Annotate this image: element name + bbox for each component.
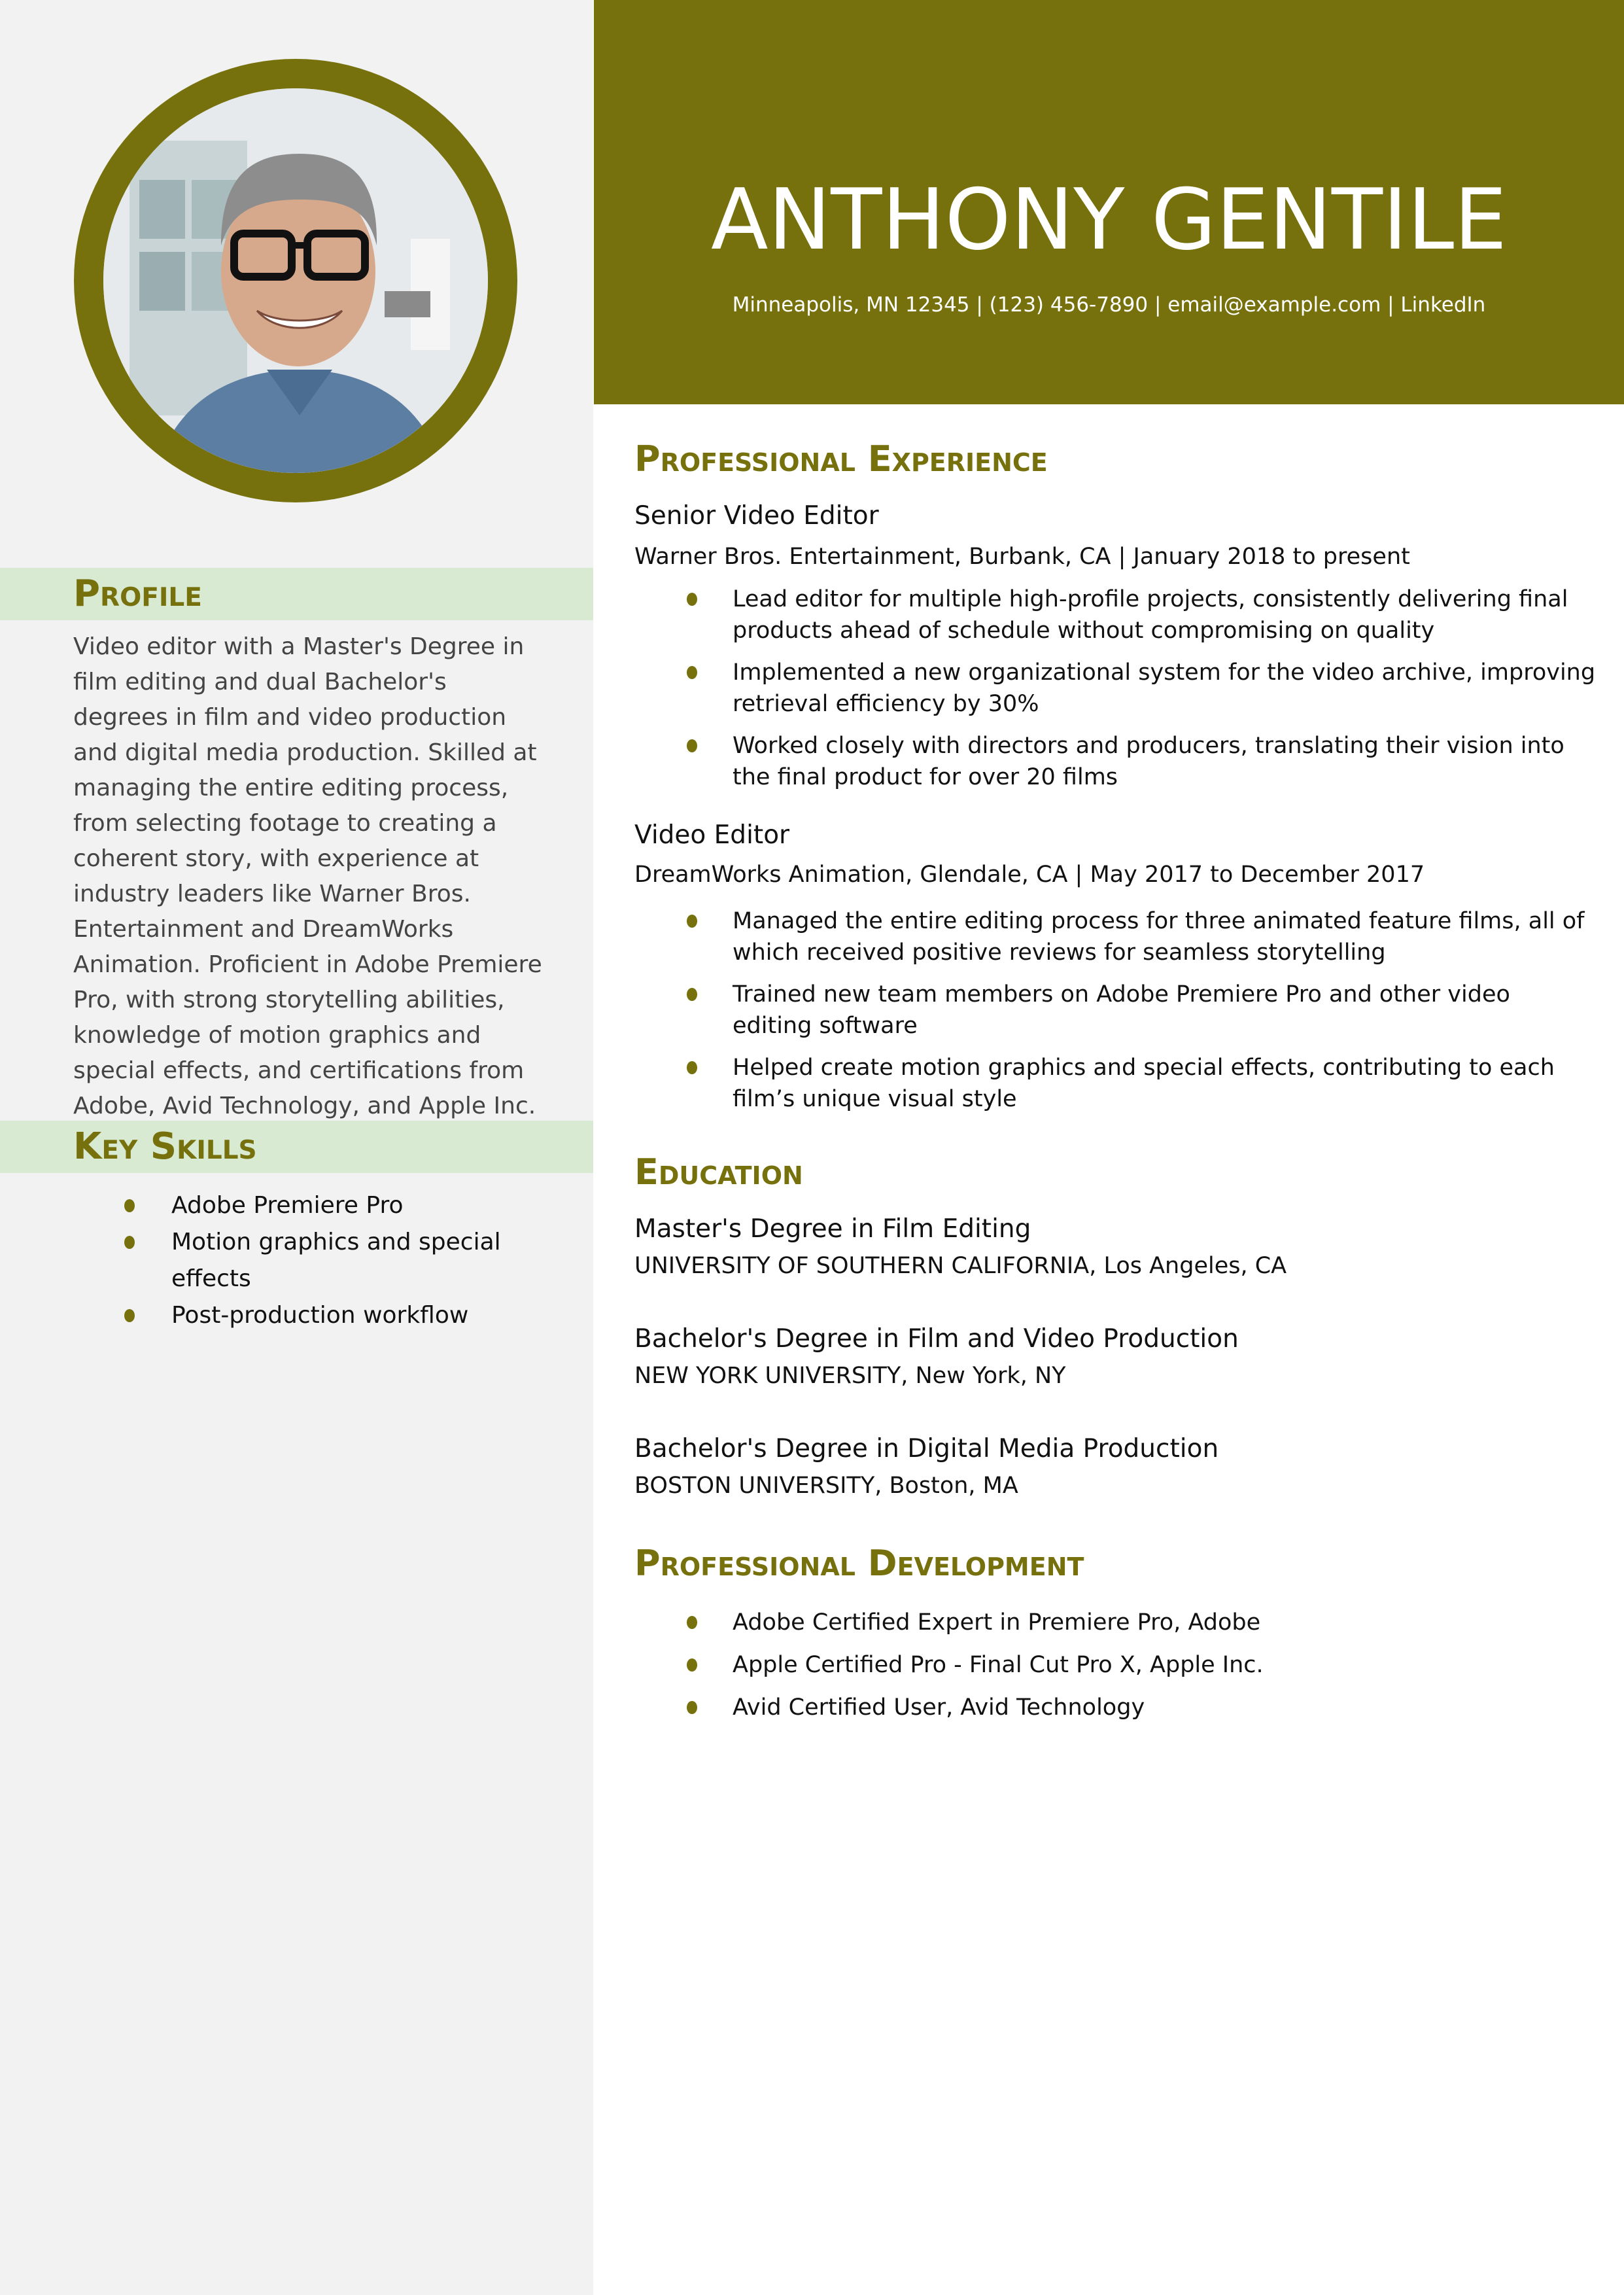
contact-line: Minneapolis, MN 12345 | (123) 456-7890 | email@example.com | LinkedIn <box>732 293 1486 317</box>
bullet-text: Implemented a new organizational system for the video archive, improving retrieval efficiency by 30% <box>733 659 1596 717</box>
skill-item <box>73 1187 583 1224</box>
bullet-icon <box>687 988 697 1001</box>
bullet-icon <box>124 1199 135 1212</box>
bullet-icon <box>687 666 697 679</box>
edu-school: NEW YORK UNIVERSITY, New York, NY <box>634 1363 1066 1389</box>
edu-school: UNIVERSITY OF SOUTHERN CALIFORNIA, Los Angeles, CA <box>634 1253 1287 1279</box>
profile-summary: Video editor with a Master's Degree in film editing and dual Bachelor's degrees in film and video production and digital media production. Skilled at managing the entire editing process, from selecting footage to creating a coherent story, with experience at industry leaders like Warner Bros. Entertainment and DreamWorks Animation. Proficient in Adobe Premiere Pro, with strong storytelling abilities, knowledge of motion graphics and special effects, and certifications from Adobe, Avid Technology, and Apple Inc. <box>73 633 542 1119</box>
edu-degree: Bachelor's Degree in Digital Media Production <box>634 1434 1219 1463</box>
development-text: Adobe Certified Expert in Premiere Pro, Adobe <box>733 1609 1261 1636</box>
development-item <box>634 1692 1596 1723</box>
job-bullet <box>634 584 1596 646</box>
job-bullet <box>634 1052 1596 1115</box>
development-text: Apple Certified Pro - Final Cut Pro X, Apple Inc. <box>733 1652 1264 1678</box>
job-bullet <box>634 905 1596 968</box>
job-bullet <box>634 657 1596 720</box>
job-bullets <box>634 584 1596 803</box>
job-title: Video Editor <box>634 820 790 850</box>
skill-label: Motion graphics and special effects <box>171 1229 501 1292</box>
edu-school: BOSTON UNIVERSITY, Boston, MA <box>634 1473 1018 1499</box>
job-title: Senior Video Editor <box>634 501 879 531</box>
job-bullets <box>634 905 1596 1125</box>
bullet-icon <box>124 1236 135 1249</box>
profile-section-header <box>0 568 593 620</box>
job-meta: DreamWorks Animation, Glendale, CA | May 2017 to December 2017 <box>634 862 1425 888</box>
bullet-text: Managed the entire editing process for three animated feature films, all of which received positive reviews for seamless storytelling <box>733 908 1585 966</box>
bullet-text: Worked closely with directors and producers, translating their vision into the final product for over 20 films <box>733 733 1564 790</box>
bullet-icon <box>687 739 697 752</box>
experience-title: Professional Experience <box>634 438 1048 480</box>
name-header <box>594 0 1624 404</box>
job-meta: Warner Bros. Entertainment, Burbank, CA | January 2018 to present <box>634 544 1410 570</box>
job-bullet <box>634 730 1596 793</box>
bullet-icon <box>124 1309 135 1322</box>
development-item <box>634 1649 1596 1681</box>
bullet-icon <box>687 1061 697 1074</box>
development-text: Avid Certified User, Avid Technology <box>733 1694 1145 1721</box>
skills-section-header <box>0 1121 593 1173</box>
skill-label: Adobe Premiere Pro <box>171 1192 404 1219</box>
bullet-icon <box>687 1616 697 1629</box>
skill-item <box>73 1297 583 1334</box>
bullet-text: Lead editor for multiple high-profile projects, consistently delivering final products ahead of schedule without compromising on quality <box>733 586 1568 644</box>
person-portrait-icon <box>103 88 488 473</box>
sidebar <box>0 0 593 2295</box>
skills-list <box>73 1187 583 1334</box>
job-bullet <box>634 979 1596 1042</box>
bullet-icon <box>687 1658 697 1672</box>
bullet-icon <box>687 1701 697 1714</box>
candidate-name: ANTHONY GENTILE <box>710 171 1508 269</box>
development-item <box>634 1607 1596 1638</box>
photo-frame <box>74 59 517 502</box>
bullet-icon <box>687 915 697 928</box>
profile-title: Profile <box>73 572 202 615</box>
development-title: Professional Development <box>634 1543 1084 1584</box>
edu-degree: Bachelor's Degree in Film and Video Production <box>634 1324 1239 1354</box>
bullet-text: Trained new team members on Adobe Premiere Pro and other video editing software <box>733 981 1510 1039</box>
bullet-text: Helped create motion graphics and special effects, contributing to each film’s unique visual style <box>733 1055 1555 1112</box>
edu-degree: Master's Degree in Film Editing <box>634 1214 1031 1244</box>
skill-item <box>73 1224 583 1297</box>
education-title: Education <box>634 1151 803 1193</box>
bullet-icon <box>687 593 697 606</box>
skills-title: Key Skills <box>73 1125 257 1168</box>
portrait-photo <box>103 88 488 473</box>
development-list <box>634 1607 1596 1734</box>
skill-label: Post-production workflow <box>171 1302 469 1329</box>
